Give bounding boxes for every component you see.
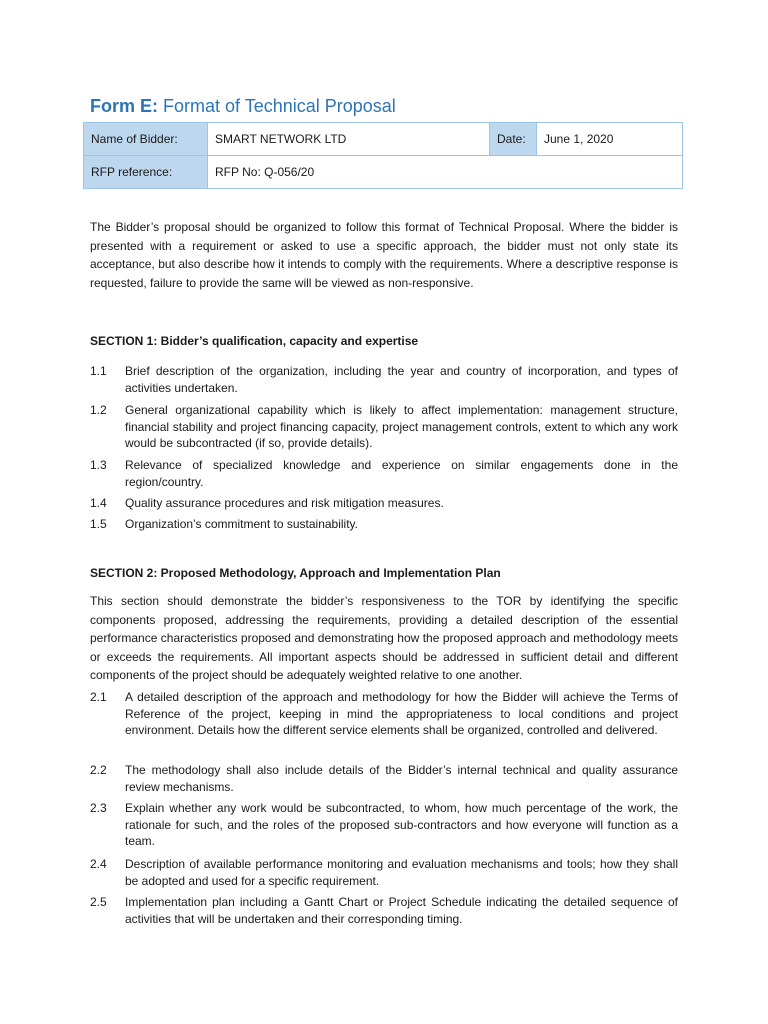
item-number: 1.5 xyxy=(90,517,107,531)
item-text: Description of available performance monitoring and evaluation mechanisms and tools; how they shall be adopted and used for a specific requirement. xyxy=(125,857,678,888)
item-text: Explain whether any work would be subcontracted, to whom, how much percentage of the work, the rationale for such, and the roles of the proposed sub-contractors and how everyone will function as a team. xyxy=(125,801,678,848)
rfp-reference-value: RFP No: Q-056/20 xyxy=(208,156,683,189)
section-2-item xyxy=(90,894,678,927)
item-text: Implementation plan including a Gantt Chart or Project Schedule indicating the detailed sequence of activities that will be undertaken and their corresponding timing. xyxy=(125,895,678,926)
section-2-intro: This section should demonstrate the bidder’s responsiveness to the TOR by identifying the specific components proposed, addressing the requirements, providing a detailed description of the essential performance characteristics proposed and demonstrating how the proposed approach and methodology meets or exceeds the requirements. All important aspects should be addressed in sufficient detail and different components of the project should be adequately weighted relative to one another. xyxy=(90,594,678,682)
item-number: 2.1 xyxy=(90,690,107,704)
section-2-item xyxy=(90,856,678,889)
section-1-heading: SECTION 1: Bidder’s qualification, capacity and expertise xyxy=(90,334,419,348)
item-number: 1.2 xyxy=(90,403,107,417)
section-1-item xyxy=(90,495,678,512)
rfp-row xyxy=(84,156,683,189)
form-title-text: Format of Technical Proposal xyxy=(163,96,396,116)
rfp-reference-label: RFP reference: xyxy=(84,156,208,189)
form-title xyxy=(90,96,396,117)
item-number: 2.5 xyxy=(90,895,107,909)
date-label: Date: xyxy=(490,123,537,156)
item-text: The methodology shall also include details of the Bidder’s internal technical and quality assurance review mechanisms. xyxy=(125,763,678,794)
item-text: General organizational capability which is likely to affect implementation: management structure, financial stability and project financing capacity, project management controls, extent to which any work would be subcontracted (if so, provide details). xyxy=(125,403,678,450)
section-1-item xyxy=(90,457,678,490)
section-1-item xyxy=(90,402,678,452)
name-of-bidder-value: SMART NETWORK LTD xyxy=(208,123,490,156)
item-number: 1.1 xyxy=(90,364,107,378)
name-of-bidder-label: Name of Bidder: xyxy=(84,123,208,156)
item-number: 1.4 xyxy=(90,496,107,510)
section-2-heading: SECTION 2: Proposed Methodology, Approach and Implementation Plan xyxy=(90,566,501,580)
item-number: 2.3 xyxy=(90,801,107,815)
item-text: Organization’s commitment to sustainability. xyxy=(125,517,358,531)
item-number: 2.2 xyxy=(90,763,107,777)
item-number: 1.3 xyxy=(90,458,107,472)
bidder-row xyxy=(84,123,683,156)
form-label: Form E: xyxy=(90,96,159,116)
item-text: Quality assurance procedures and risk mitigation measures. xyxy=(125,496,444,510)
section-1-item xyxy=(90,516,678,533)
section-2-item xyxy=(90,689,678,739)
intro-paragraph: The Bidder’s proposal should be organized to follow this format of Technical Proposal. Where the bidder is presented with a requirement or asked to use a specific approach, the bidder must not only state its acceptance, but also describe how it intends to comply with the requirements. Where a descriptive response is requested, failure to provide the same will be viewed as non-responsive. xyxy=(90,220,678,290)
section-1-item xyxy=(90,363,678,396)
date-value: June 1, 2020 xyxy=(537,123,683,156)
bidder-info-table xyxy=(83,122,683,189)
section-2-item xyxy=(90,800,678,850)
item-number: 2.4 xyxy=(90,857,107,871)
section-2-item xyxy=(90,762,678,795)
item-text: Relevance of specialized knowledge and experience on similar engagements done in the region/country. xyxy=(125,458,678,489)
item-text: Brief description of the organization, including the year and country of incorporation, and types of activities undertaken. xyxy=(125,364,678,395)
item-text: A detailed description of the approach and methodology for how the Bidder will achieve the Terms of Reference of the project, keeping in mind the appropriateness to local conditions and project environment. Details how the different service elements shall be organized, controlled and delivered. xyxy=(125,690,678,737)
